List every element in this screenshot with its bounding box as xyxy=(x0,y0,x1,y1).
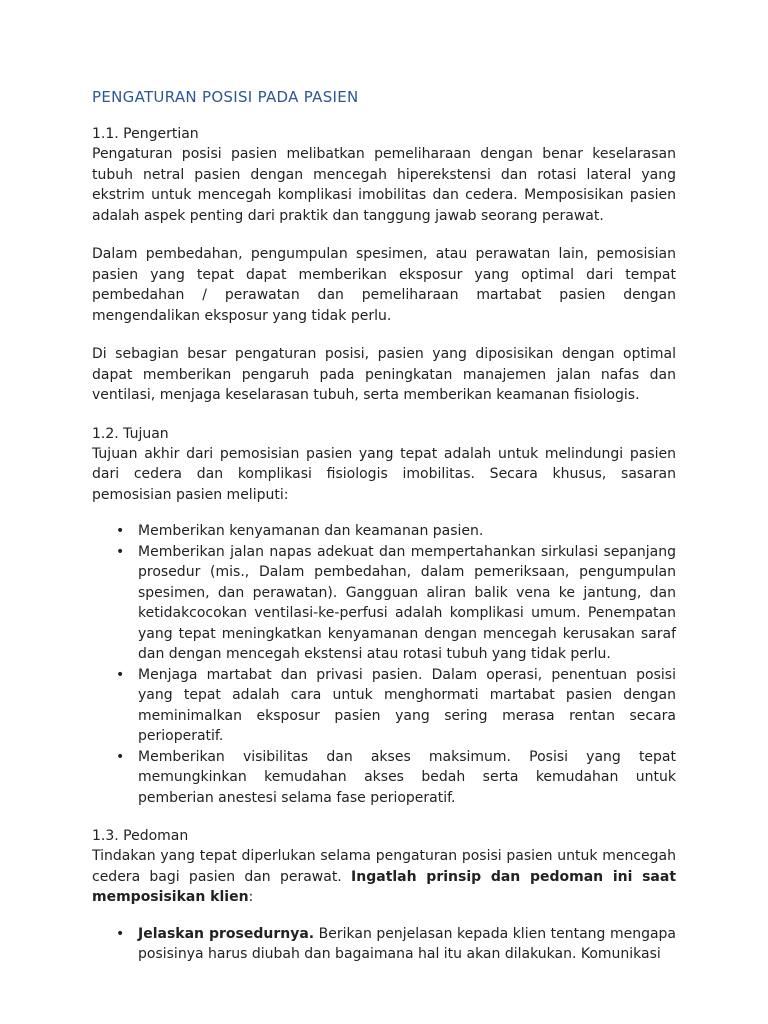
paragraph-pedoman-intro xyxy=(92,846,676,908)
bullet-icon: • xyxy=(116,543,125,560)
section-pedoman xyxy=(92,826,676,965)
list-item-lead: Jelaskan prosedurnya. xyxy=(138,925,315,942)
list-item xyxy=(92,924,676,965)
list-item xyxy=(92,747,676,809)
paragraph-pengertian-1: Pengaturan posisi pasien melibatkan pemeliharaan dengan benar keselarasan tubuh netral pasien dengan mencegah hiperekstensi dan rotasi lateral yang ekstrim untuk mencegah komplikasi imobilitas dan cedera. Memposisikan pasien adalah aspek penting dari praktik dan tanggung jawab seorang perawat. xyxy=(92,146,676,224)
document-title: PENGATURAN POSISI PADA PASIEN xyxy=(92,88,359,106)
bullet-icon: • xyxy=(116,925,125,942)
list-item-text: Berikan penjelasan kepada klien tentang mengapa posisinya harus diubah dan bagaimana hal itu akan dilakukan. Komunikasi xyxy=(138,925,677,962)
section-heading-pengertian: 1.1. Pengertian xyxy=(92,126,199,142)
document-page xyxy=(92,86,676,983)
list-item xyxy=(92,542,676,665)
section-heading-pedoman: 1.3. Pedoman xyxy=(92,828,189,844)
list-item-text: Memberikan visibilitas dan akses maksimum. Posisi yang tepat memungkinkan kemudahan akses bedah serta kemudahan untuk pemberian anestesi selama fase perioperatif. xyxy=(138,748,676,806)
paragraph-tujuan-intro: Tujuan akhir dari pemosisian pasien yang tepat adalah untuk melindungi pasien dari cedera dan komplikasi fisiologis imobilitas. Secara khusus, sasaran pemosisian pasien meliputi: xyxy=(92,445,676,503)
bullet-icon: • xyxy=(116,748,125,765)
pedoman-intro-text: Tindakan yang tepat diperlukan selama pengaturan posisi pasien untuk mencegah cedera bagi pasien dan perawat. xyxy=(92,848,676,885)
list-tujuan xyxy=(92,521,676,808)
list-item xyxy=(92,521,676,542)
section-heading-tujuan: 1.2. Tujuan xyxy=(92,425,169,442)
list-item-text: Menjaga martabat dan privasi pasien. Dalam operasi, penentuan posisi yang tepat adalah cara untuk menghormati martabat pasien dengan meminimalkan eksposur pasien yang sering merasa rentan secara perioperatif. xyxy=(138,666,676,744)
bullet-icon: • xyxy=(116,523,125,539)
list-item-text: Memberikan jalan napas adekuat dan mempertahankan sirkulasi sepanjang prosedur (mis., Dalam pembedahan, dalam pemeriksaan, pengumpulan spesimen, dan perawatan). Gangguan aliran balik vena ke jantung, dan ketidakcocokan ventilasi-ke-perfusi adalah komplikasi umum. Penempatan yang tepat meningkatkan kenyamanan dengan mencegah kerusakan saraf dan dengan mencegah ekstensi atau rotasi tubuh yang tidak perlu. xyxy=(138,543,676,662)
list-item xyxy=(92,665,676,747)
list-pedoman xyxy=(92,924,676,965)
paragraph-pengertian-3: Di sebagian besar pengaturan posisi, pasien yang diposisikan dengan optimal dapat memberikan pengaruh pada peningkatan manajemen jalan nafas dan ventilasi, menjaga keselarasan tubuh, serta memberikan keamanan fisiologis. xyxy=(92,346,676,403)
bullet-icon: • xyxy=(116,666,125,683)
paragraph-pengertian-2: Dalam pembedahan, pengumpulan spesimen, atau perawatan lain, pemosisian pasien yang tepat dapat memberikan eksposur yang optimal dari tempat pembedahan / perawatan dan pemeliharaan martabat pasien dengan mengendalikan eksposur yang tidak perlu. xyxy=(92,246,676,324)
section-tujuan xyxy=(92,424,676,809)
pedoman-intro-end: : xyxy=(248,889,254,905)
pedoman-intro-emphasis: Ingatlah prinsip dan pedoman ini saat memposisikan klien xyxy=(92,868,677,905)
section-pengertian xyxy=(92,124,676,406)
list-item-text: Memberikan kenyamanan dan keamanan pasien. xyxy=(138,523,484,539)
